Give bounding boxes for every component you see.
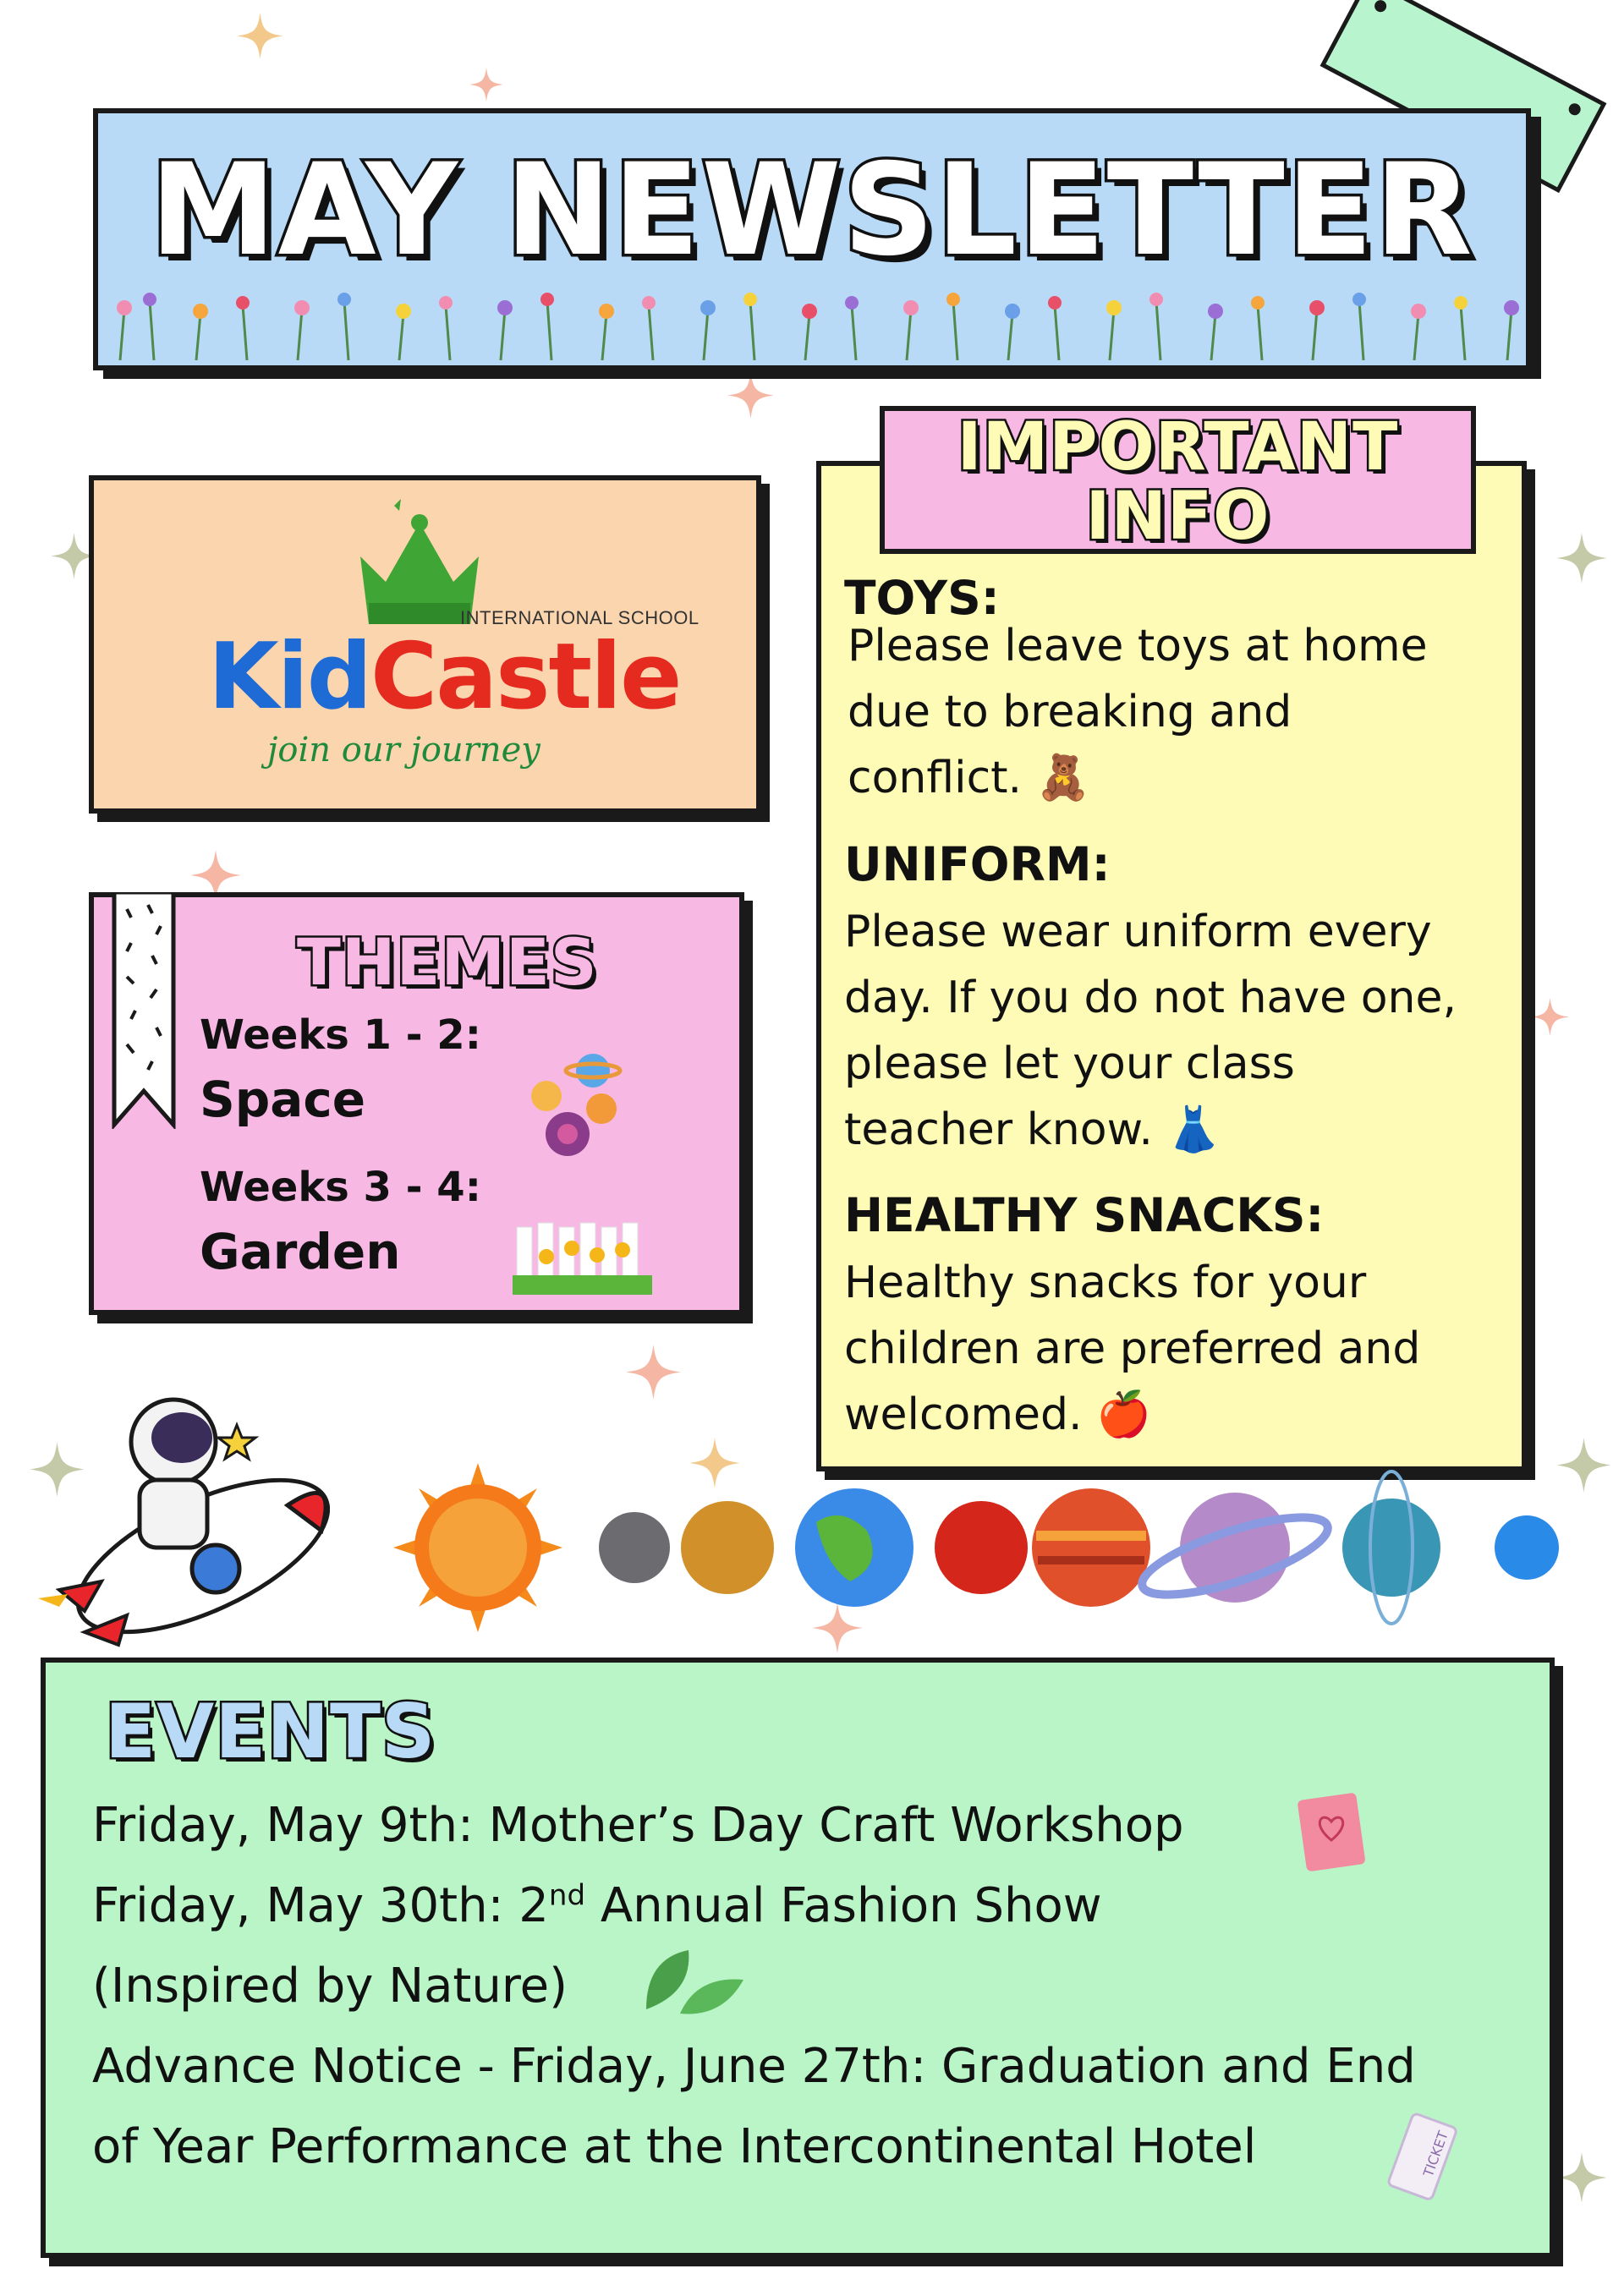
info-line: due to breaking and — [848, 687, 1292, 737]
event-item-3-detail: of Year Performance at the Intercontinental Hotel — [92, 2119, 1257, 2174]
sparkle-icon — [237, 13, 283, 59]
info-line: Please leave toys at home — [848, 621, 1428, 671]
logo-subtitle: INTERNATIONAL SCHOOL — [460, 607, 700, 628]
theme-weeks-1: Weeks 1 - 2: — [200, 1011, 481, 1059]
theme-name-2: Garden — [200, 1223, 401, 1280]
solar-system-planets — [393, 1463, 1594, 1632]
logo-brand-kid: Kid — [208, 624, 371, 730]
info-line: teacher know. 👗 — [844, 1104, 1222, 1155]
logo-tagline: join our journey — [267, 731, 540, 770]
sparkle-icon — [727, 372, 774, 419]
event-item-3: Advance Notice - Friday, June 27th: Graduation and End — [92, 2039, 1416, 2094]
sparkle-icon — [626, 1345, 681, 1400]
events-card — [41, 1658, 1555, 2258]
event-item-2-detail: (Inspired by Nature) — [92, 1959, 568, 2014]
event-item-2 — [92, 1878, 1102, 1933]
logo-brand-castle: Castle — [370, 624, 681, 730]
uranus-icon — [1342, 1471, 1440, 1624]
ribbon-bookmark — [110, 892, 178, 1129]
theme-weeks-2: Weeks 3 - 4: — [200, 1164, 481, 1211]
flower-border — [103, 276, 1524, 360]
saturn-icon — [1134, 1493, 1335, 1610]
earth-icon — [795, 1488, 914, 1607]
info-line: day. If you do not have one, — [844, 973, 1457, 1023]
garden-fence-icon — [513, 1214, 652, 1295]
important-info-title — [885, 409, 1471, 555]
themes-card — [89, 892, 744, 1315]
jupiter-icon — [1032, 1488, 1150, 1607]
events-title: EVENTS — [105, 1688, 436, 1775]
venus-icon — [681, 1501, 774, 1594]
astronaut-rocket-icon — [34, 1387, 330, 1649]
info-heading-snacks: HEALTHY SNACKS: — [844, 1188, 1325, 1242]
info-text-toys — [848, 613, 1524, 811]
info-text-snacks — [844, 1250, 1521, 1448]
sparkle-icon — [1531, 998, 1569, 1036]
sun-icon — [393, 1463, 562, 1632]
theme-name-1: Space — [200, 1071, 366, 1128]
leaves-icon — [638, 1942, 748, 2022]
school-logo-card — [89, 475, 761, 814]
important-info-banner — [880, 406, 1476, 554]
ticket-label: TICKET — [1419, 2129, 1451, 2179]
event-item-2-text: Friday, May 30th: 2 — [92, 1878, 549, 1933]
important-info-title-line2: INFO — [1085, 479, 1270, 555]
mars-icon — [935, 1501, 1028, 1594]
info-line: please let your class — [844, 1038, 1295, 1089]
card-heart-icon — [1293, 1789, 1369, 1874]
planets-icon — [521, 1045, 639, 1164]
event-item-2-sup: nd — [548, 1878, 586, 1913]
info-line: conflict. 🧸 — [848, 753, 1091, 803]
sparkle-icon — [1556, 533, 1607, 584]
themes-title: THEMES — [297, 924, 598, 1000]
header-banner — [93, 108, 1531, 370]
event-item-1: Friday, May 9th: Mother’s Day Craft Workshop — [92, 1798, 1184, 1853]
event-item-2-text-b: Annual Fashion Show — [585, 1878, 1102, 1933]
info-heading-uniform: UNIFORM: — [844, 837, 1111, 891]
neptune-icon — [1495, 1515, 1559, 1580]
info-line: Healthy snacks for your — [844, 1258, 1367, 1308]
info-line: Please wear uniform every — [844, 907, 1432, 957]
logo-brand — [208, 624, 680, 730]
sparkle-icon — [469, 68, 503, 101]
page-title: MAY NEWSLETTER — [150, 137, 1474, 284]
info-line: welcomed. 🍎 — [844, 1389, 1151, 1440]
info-line: children are preferred and — [844, 1323, 1421, 1374]
sparkle-icon — [1556, 2152, 1607, 2203]
ticket-icon — [1386, 2111, 1462, 2204]
info-text-uniform — [844, 899, 1521, 1163]
important-info-title-line1: IMPORTANT — [957, 409, 1399, 485]
info-heading-toys: TOYS: — [844, 571, 1000, 625]
mercury-icon — [599, 1512, 670, 1583]
